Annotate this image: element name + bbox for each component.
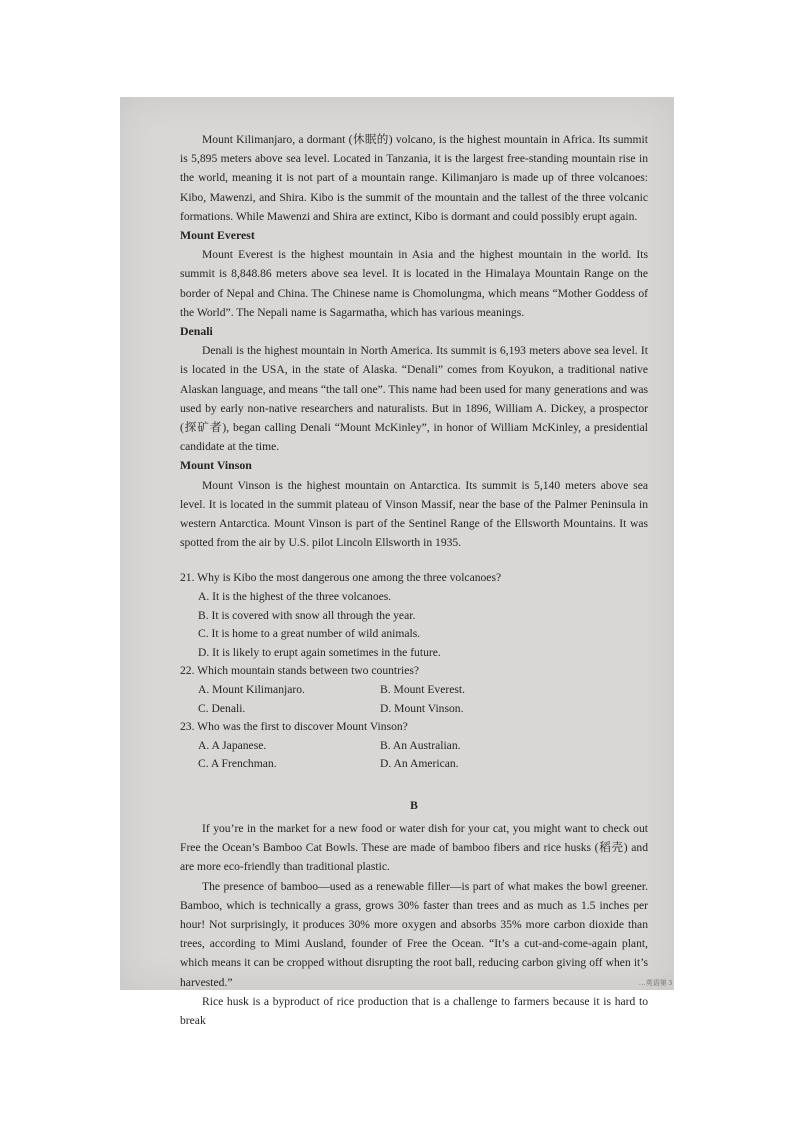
option-22-a: A. Mount Kilimanjaro. xyxy=(198,683,305,697)
paragraph-vinson: Mount Vinson is the highest mountain on Antarctica. Its summit is 5,140 meters above sea level. It is located in the summit plateau of Vinson Massif, near the base of the Palmer Peninsula in western Antarctica. Mount Vinson is part of the Sentinel Range of the Ellsworth Mountains. It was spotted from the air by U.S. pilot Lincoln Ellsworth in 1935. xyxy=(180,478,648,550)
options-22-row2 xyxy=(198,700,648,719)
page-footer: …英语第 3 xyxy=(638,979,672,987)
heading-everest: Mount Everest xyxy=(180,228,255,243)
option-21-a: A. It is the highest of the three volcanoes. xyxy=(198,590,392,604)
option-21-c: C. It is home to a great number of wild animals. xyxy=(198,627,421,641)
heading-vinson: Mount Vinson xyxy=(180,458,252,473)
option-21-d: D. It is likely to erupt again sometimes in the future. xyxy=(198,645,441,659)
scanned-page xyxy=(120,97,674,1028)
option-22-b: B. Mount Everest. xyxy=(380,683,466,697)
paragraph-denali: Denali is the highest mountain in North America. Its summit is 6,193 meters above sea level. It is located in the USA, in the state of Alaska. “Denali” comes from Koyukon, a traditional native Alaskan language, and means “the tall one”. This name had been used for many generations and was used by early non-native researchers and naturalists. But in 1896, William A. Dickey, a prospector (探矿者), began calling Denali “Mount McKinley”, in honor of William McKinley, a presidential candidate at the time. xyxy=(180,344,648,454)
option-23-d: D. An American. xyxy=(380,757,459,771)
question-23: 23. Who was the first to discover Mount Vinson? xyxy=(180,720,408,734)
section-b-label: B xyxy=(410,799,418,812)
paragraph-b1: If you’re in the market for a new food or water dish for your cat, you might want to check out Free the Ocean’s Bamboo Cat Bowls. These are made of bamboo fibers and rice husks (稻壳) and are more eco-friendly than traditional plastic. xyxy=(180,822,648,874)
page-content xyxy=(180,130,648,1030)
paragraph-b2: The presence of bamboo—used as a renewable filler—is part of what makes the bowl greener. Bamboo, which is technically a grass, grows 30% faster than trees and as much as 1.5 inches per hour! Not surprisingly, it produces 30% more oxygen and absorbs 35% more carbon dioxide than trees, according to Mimi Ausland, founder of Free the Ocean. “It’s a cut-and-come-again plant, which means it can be cropped without disrupting the root ball, reducing carbon giving off when it’s harvested.” xyxy=(180,879,648,989)
option-23-a: A. A Japanese. xyxy=(198,738,267,752)
option-23-b: B. An Australian. xyxy=(380,738,461,752)
option-22-d: D. Mount Vinson. xyxy=(380,701,464,715)
question-22: 22. Which mountain stands between two countries? xyxy=(180,664,420,678)
paragraph-b3: Rice husk is a byproduct of rice production that is a challenge to farmers because it is hard to break xyxy=(180,994,648,1028)
option-22-c: C. Denali. xyxy=(198,701,246,715)
options-23-row2 xyxy=(198,755,648,774)
paragraph-kilimanjaro: Mount Kilimanjaro, a dormant (休眠的) volcano, is the highest mountain in Africa. Its summit is 5,895 meters above sea level. Located in Tanzania, it is the largest free-standing mountain rise in the world, meaning it is not part of a mountain range. Kilimanjaro is made up of three volcanoes: Kibo, Mawenzi, and Shira. Kibo is the summit of the mountain and the tallest of the three volcanic formations. While Mawenzi and Shira are extinct, Kibo is dormant and could possibly erupt again. xyxy=(180,133,648,223)
options-23-row1 xyxy=(198,737,648,756)
passage-b xyxy=(180,819,648,1030)
paragraph-everest: Mount Everest is the highest mountain in Asia and the highest mountain in the world. Its summit is 8,848.86 meters above sea level. It is located in the Himalaya Mountain Range on the border of Nepal and China. The Chinese name is Chomolungma, which means “Mother Goddess of the World”. The Nepali name is Sagarmatha, which has various meanings. xyxy=(180,248,648,319)
option-23-c: C. A Frenchman. xyxy=(198,757,277,771)
option-21-b: B. It is covered with snow all through the year. xyxy=(198,608,416,622)
question-21: 21. Why is Kibo the most dangerous one among the three volcanoes? xyxy=(180,571,502,585)
heading-denali: Denali xyxy=(180,324,213,339)
options-22-row1 xyxy=(198,681,648,700)
questions-section xyxy=(180,569,648,774)
